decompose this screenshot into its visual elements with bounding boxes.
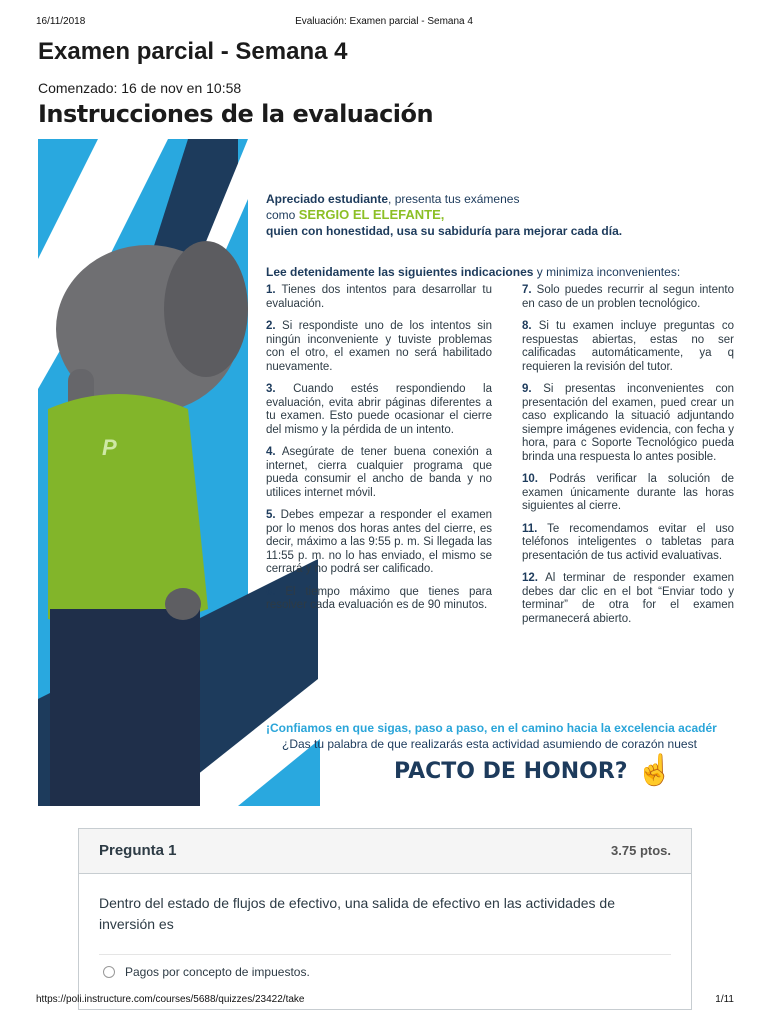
closing-line-2: ¿Das tu palabra de que realizarás esta actividad asumiendo de corazón nuest	[282, 737, 697, 751]
question-title: Pregunta 1	[99, 842, 177, 859]
pointing-hand-icon: ☝	[636, 754, 674, 787]
instruction-item: 7. Solo puedes recurrir al segun intento en caso de un problen tecnológico.	[522, 284, 734, 310]
greeting-highlight: SERGIO EL ELEFANTE,	[298, 207, 445, 222]
banner-greeting	[266, 191, 622, 239]
page-title: Examen parcial - Semana 4	[38, 38, 348, 65]
instruction-item: 5. Debes empezar a responder el examen por lo menos dos horas antes del cierre, es decir, máximo a las 9:55 p. m. Si llegada las 11:55 p. m. no lo has enviado, el mismo se cerrará y no podrá ser calificado.	[266, 509, 492, 575]
question-text: Dentro del estado de flujos de efectivo, una salida de efectivo en las actividades de inversión es	[99, 895, 615, 932]
question-card	[78, 828, 692, 1010]
started-timestamp: Comenzado: 16 de nov en 10:58	[38, 80, 242, 96]
question-header	[79, 829, 691, 874]
hoodie-logo: P	[102, 435, 117, 460]
instructions-right-column	[522, 284, 734, 635]
greeting-como: como	[266, 208, 299, 222]
question-points: 3.75 ptos.	[611, 843, 671, 858]
greeting-rest: , presenta tus exámenes	[388, 192, 520, 206]
instructions-heading: Instrucciones de la evaluación	[38, 100, 434, 128]
print-page-number: 1/11	[715, 994, 734, 1005]
instructions-subhead	[266, 265, 680, 279]
instruction-item: 1. Tienes dos intentos para desarrollar tu evaluación.	[266, 284, 492, 310]
greeting-bold: Apreciado estudiante	[266, 192, 389, 206]
instruction-item: 10. Podrás verificar la solución de examen únicamente durante las horas siguientes al cierre.	[522, 473, 734, 512]
answer-option[interactable]	[103, 965, 310, 979]
print-url: https://poli.instructure.com/courses/5688/quizzes/23422/take	[36, 994, 305, 1005]
subhead-rest: y minimiza inconvenientes:	[533, 265, 681, 279]
honor-pact-title: PACTO DE HONOR?	[394, 759, 628, 784]
subhead-bold: Lee detenidamente las siguientes indicaciones	[266, 265, 534, 279]
instruction-item: 8. Si tu examen incluye preguntas co respuestas abiertas, estas no ser calificadas automáticamente, ya q requieren la revisión del tutor.	[522, 320, 734, 373]
instruction-item: 11. Te recomendamos evitar el uso teléfonos inteligentes o tabletas para presentación de tus activid evaluativas.	[522, 522, 734, 562]
instruction-item: 2. Si respondiste uno de los intentos sin ningún inconveniente y tuviste problemas con el otro, el examen no será habilitado nuevamente.	[266, 320, 492, 373]
answer-option-label: Pagos por concepto de impuestos.	[125, 965, 310, 979]
print-date: 16/11/2018	[36, 16, 86, 27]
divider	[99, 954, 671, 955]
print-title: Evaluación: Examen parcial - Semana 4	[295, 16, 473, 27]
greeting-line-3: quien con honestidad, usa su sabiduría para mejorar cada día.	[266, 224, 623, 238]
instruction-item: 4. Asegúrate de tener buena conexión a internet, cierra cualquier programa que pueda consumir el ancho de banda y no utilices internet móvil.	[266, 446, 492, 499]
instruction-item: 3. Cuando estés respondiendo la evaluación, evita abrir páginas diferentes a tu examen. Esto puede ocasionar el cierre del mismo y la pérdida de un intento.	[266, 383, 492, 436]
instruction-item: 6. El tiempo máximo que tienes para resolver cada evaluación es de 90 minutos.	[266, 585, 492, 611]
closing-line-1: ¡Confiamos en que sigas, paso a paso, en el camino hacia la excelencia acadér	[266, 721, 717, 735]
instruction-item: 9. Si presentas inconvenientes con presentación del examen, pued crear un caso explicando la situació adjuntando siempre imágenes evidencia, con fecha y hora, para c Soporte Tecnológico pueda brinda una respuesta lo antes posible.	[522, 383, 734, 463]
instructions-banner-image	[38, 139, 734, 806]
radio-button[interactable]	[103, 966, 115, 978]
instruction-item: 12. Al terminar de responder examen debes dar clic en el bot “Enviar todo y terminar” de otra for el examen permanecerá abierto.	[522, 572, 734, 625]
instructions-left-column	[266, 284, 492, 622]
